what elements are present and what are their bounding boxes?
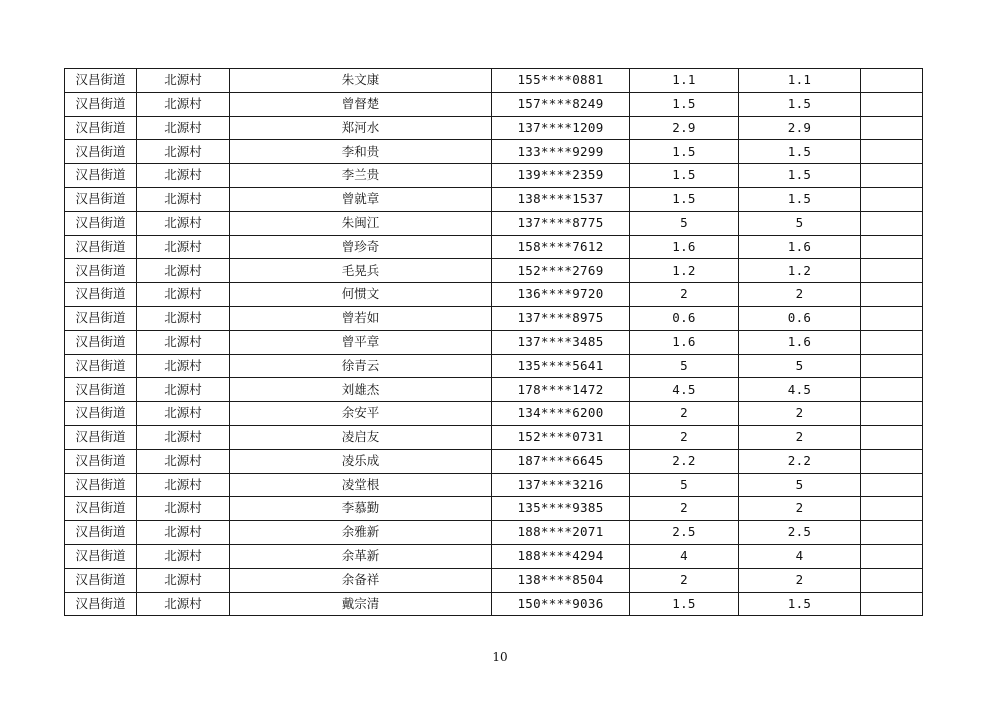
cell-name: 凌启友 [230,425,492,449]
table-row [65,164,923,188]
cell-street: 汉昌街道 [65,235,137,259]
cell-name: 李慕勤 [230,497,492,521]
table-row [65,568,923,592]
cell-note [861,140,923,164]
cell-street: 汉昌街道 [65,378,137,402]
table-row [65,116,923,140]
cell-phone: 135****5641 [492,354,630,378]
cell-name: 曾平章 [230,330,492,354]
cell-name: 余安平 [230,402,492,426]
cell-phone: 136****9720 [492,283,630,307]
cell-note [861,473,923,497]
cell-note [861,235,923,259]
cell-name: 曾珍奇 [230,235,492,259]
cell-area-2: 1.5 [739,187,861,211]
cell-area-1: 5 [630,211,739,235]
cell-village: 北源村 [137,211,230,235]
cell-street: 汉昌街道 [65,211,137,235]
cell-note [861,187,923,211]
cell-street: 汉昌街道 [65,449,137,473]
table-row [65,473,923,497]
cell-area-1: 1.5 [630,92,739,116]
cell-phone: 152****0731 [492,425,630,449]
cell-area-1: 1.5 [630,592,739,616]
cell-area-2: 1.5 [739,92,861,116]
cell-village: 北源村 [137,544,230,568]
table-row [65,402,923,426]
cell-street: 汉昌街道 [65,116,137,140]
cell-village: 北源村 [137,92,230,116]
cell-area-1: 2 [630,497,739,521]
cell-phone: 157****8249 [492,92,630,116]
cell-note [861,283,923,307]
cell-note [861,521,923,545]
table-row [65,283,923,307]
cell-name: 戴宗清 [230,592,492,616]
cell-village: 北源村 [137,306,230,330]
cell-phone: 138****8504 [492,568,630,592]
cell-phone: 134****6200 [492,402,630,426]
table-row [65,92,923,116]
table-row [65,211,923,235]
cell-phone: 137****3216 [492,473,630,497]
cell-phone: 137****8775 [492,211,630,235]
cell-area-2: 2 [739,402,861,426]
cell-name: 余备祥 [230,568,492,592]
cell-area-2: 2 [739,568,861,592]
cell-name: 曾督楚 [230,92,492,116]
cell-note [861,92,923,116]
cell-area-1: 1.5 [630,187,739,211]
cell-area-2: 2.2 [739,449,861,473]
cell-area-2: 2 [739,425,861,449]
cell-area-2: 5 [739,354,861,378]
cell-note [861,354,923,378]
cell-village: 北源村 [137,69,230,93]
cell-note [861,402,923,426]
page-number: 10 [492,650,508,664]
cell-area-1: 2.2 [630,449,739,473]
cell-note [861,69,923,93]
cell-phone: 135****9385 [492,497,630,521]
cell-note [861,378,923,402]
cell-village: 北源村 [137,378,230,402]
cell-street: 汉昌街道 [65,568,137,592]
cell-village: 北源村 [137,116,230,140]
cell-area-2: 1.5 [739,164,861,188]
cell-note [861,164,923,188]
cell-street: 汉昌街道 [65,473,137,497]
cell-village: 北源村 [137,497,230,521]
cell-phone: 150****9036 [492,592,630,616]
table-row [65,521,923,545]
cell-village: 北源村 [137,568,230,592]
cell-area-1: 1.5 [630,164,739,188]
cell-area-1: 5 [630,473,739,497]
cell-area-2: 1.6 [739,330,861,354]
cell-name: 余革新 [230,544,492,568]
cell-area-1: 2 [630,402,739,426]
cell-note [861,306,923,330]
cell-phone: 188****4294 [492,544,630,568]
cell-name: 何惯文 [230,283,492,307]
cell-area-1: 1.5 [630,140,739,164]
cell-area-1: 0.6 [630,306,739,330]
cell-area-2: 1.1 [739,69,861,93]
table-row [65,187,923,211]
table-row [65,354,923,378]
table-row [65,69,923,93]
cell-note [861,330,923,354]
table-row [65,140,923,164]
cell-area-2: 1.5 [739,592,861,616]
cell-phone: 152****2769 [492,259,630,283]
cell-area-1: 2.5 [630,521,739,545]
cell-name: 余雅新 [230,521,492,545]
cell-village: 北源村 [137,283,230,307]
cell-area-2: 0.6 [739,306,861,330]
cell-street: 汉昌街道 [65,69,137,93]
cell-street: 汉昌街道 [65,521,137,545]
cell-street: 汉昌街道 [65,259,137,283]
cell-street: 汉昌街道 [65,92,137,116]
table-body [65,69,923,616]
cell-street: 汉昌街道 [65,354,137,378]
cell-village: 北源村 [137,592,230,616]
cell-area-1: 1.6 [630,330,739,354]
table-row [65,425,923,449]
cell-area-2: 1.6 [739,235,861,259]
cell-note [861,259,923,283]
cell-street: 汉昌街道 [65,187,137,211]
cell-area-2: 2 [739,497,861,521]
document-sheet [64,68,922,616]
cell-phone: 137****3485 [492,330,630,354]
cell-note [861,592,923,616]
cell-street: 汉昌街道 [65,283,137,307]
data-table [64,68,923,616]
cell-note [861,497,923,521]
table-row [65,306,923,330]
cell-area-1: 2 [630,425,739,449]
cell-name: 毛晃兵 [230,259,492,283]
cell-street: 汉昌街道 [65,425,137,449]
cell-village: 北源村 [137,235,230,259]
table-row [65,449,923,473]
cell-area-2: 5 [739,473,861,497]
cell-street: 汉昌街道 [65,306,137,330]
cell-area-1: 1.6 [630,235,739,259]
cell-phone: 133****9299 [492,140,630,164]
cell-village: 北源村 [137,259,230,283]
cell-street: 汉昌街道 [65,592,137,616]
cell-note [861,568,923,592]
table-row [65,378,923,402]
cell-name: 凌堂根 [230,473,492,497]
cell-phone: 138****1537 [492,187,630,211]
cell-village: 北源村 [137,521,230,545]
cell-name: 朱闽江 [230,211,492,235]
table-row [65,544,923,568]
cell-village: 北源村 [137,473,230,497]
cell-street: 汉昌街道 [65,140,137,164]
cell-area-2: 4.5 [739,378,861,402]
cell-area-1: 4 [630,544,739,568]
cell-area-1: 4.5 [630,378,739,402]
cell-village: 北源村 [137,330,230,354]
cell-street: 汉昌街道 [65,164,137,188]
cell-note [861,425,923,449]
cell-note [861,211,923,235]
cell-village: 北源村 [137,402,230,426]
cell-note [861,449,923,473]
cell-area-2: 2.5 [739,521,861,545]
cell-area-2: 5 [739,211,861,235]
cell-name: 朱文康 [230,69,492,93]
cell-street: 汉昌街道 [65,330,137,354]
cell-phone: 187****6645 [492,449,630,473]
cell-village: 北源村 [137,140,230,164]
cell-area-1: 2.9 [630,116,739,140]
cell-area-2: 4 [739,544,861,568]
cell-street: 汉昌街道 [65,402,137,426]
cell-area-1: 1.1 [630,69,739,93]
cell-village: 北源村 [137,425,230,449]
cell-phone: 137****1209 [492,116,630,140]
cell-area-2: 1.2 [739,259,861,283]
cell-note [861,544,923,568]
cell-street: 汉昌街道 [65,497,137,521]
cell-area-1: 1.2 [630,259,739,283]
cell-name: 李兰贵 [230,164,492,188]
cell-phone: 137****8975 [492,306,630,330]
cell-area-2: 2.9 [739,116,861,140]
cell-area-1: 2 [630,283,739,307]
table-row [65,235,923,259]
cell-area-1: 2 [630,568,739,592]
cell-name: 刘雄杰 [230,378,492,402]
cell-village: 北源村 [137,354,230,378]
cell-phone: 139****2359 [492,164,630,188]
cell-name: 曾若如 [230,306,492,330]
cell-area-2: 1.5 [739,140,861,164]
cell-area-1: 5 [630,354,739,378]
cell-note [861,116,923,140]
cell-area-2: 2 [739,283,861,307]
cell-phone: 178****1472 [492,378,630,402]
cell-phone: 158****7612 [492,235,630,259]
cell-name: 曾就章 [230,187,492,211]
cell-name: 李和贵 [230,140,492,164]
table-row [65,259,923,283]
cell-name: 郑河水 [230,116,492,140]
table-row [65,330,923,354]
cell-phone: 188****2071 [492,521,630,545]
table-row [65,592,923,616]
cell-phone: 155****0881 [492,69,630,93]
table-row [65,497,923,521]
cell-street: 汉昌街道 [65,544,137,568]
cell-village: 北源村 [137,449,230,473]
cell-name: 徐青云 [230,354,492,378]
cell-village: 北源村 [137,164,230,188]
cell-name: 凌乐成 [230,449,492,473]
cell-village: 北源村 [137,187,230,211]
